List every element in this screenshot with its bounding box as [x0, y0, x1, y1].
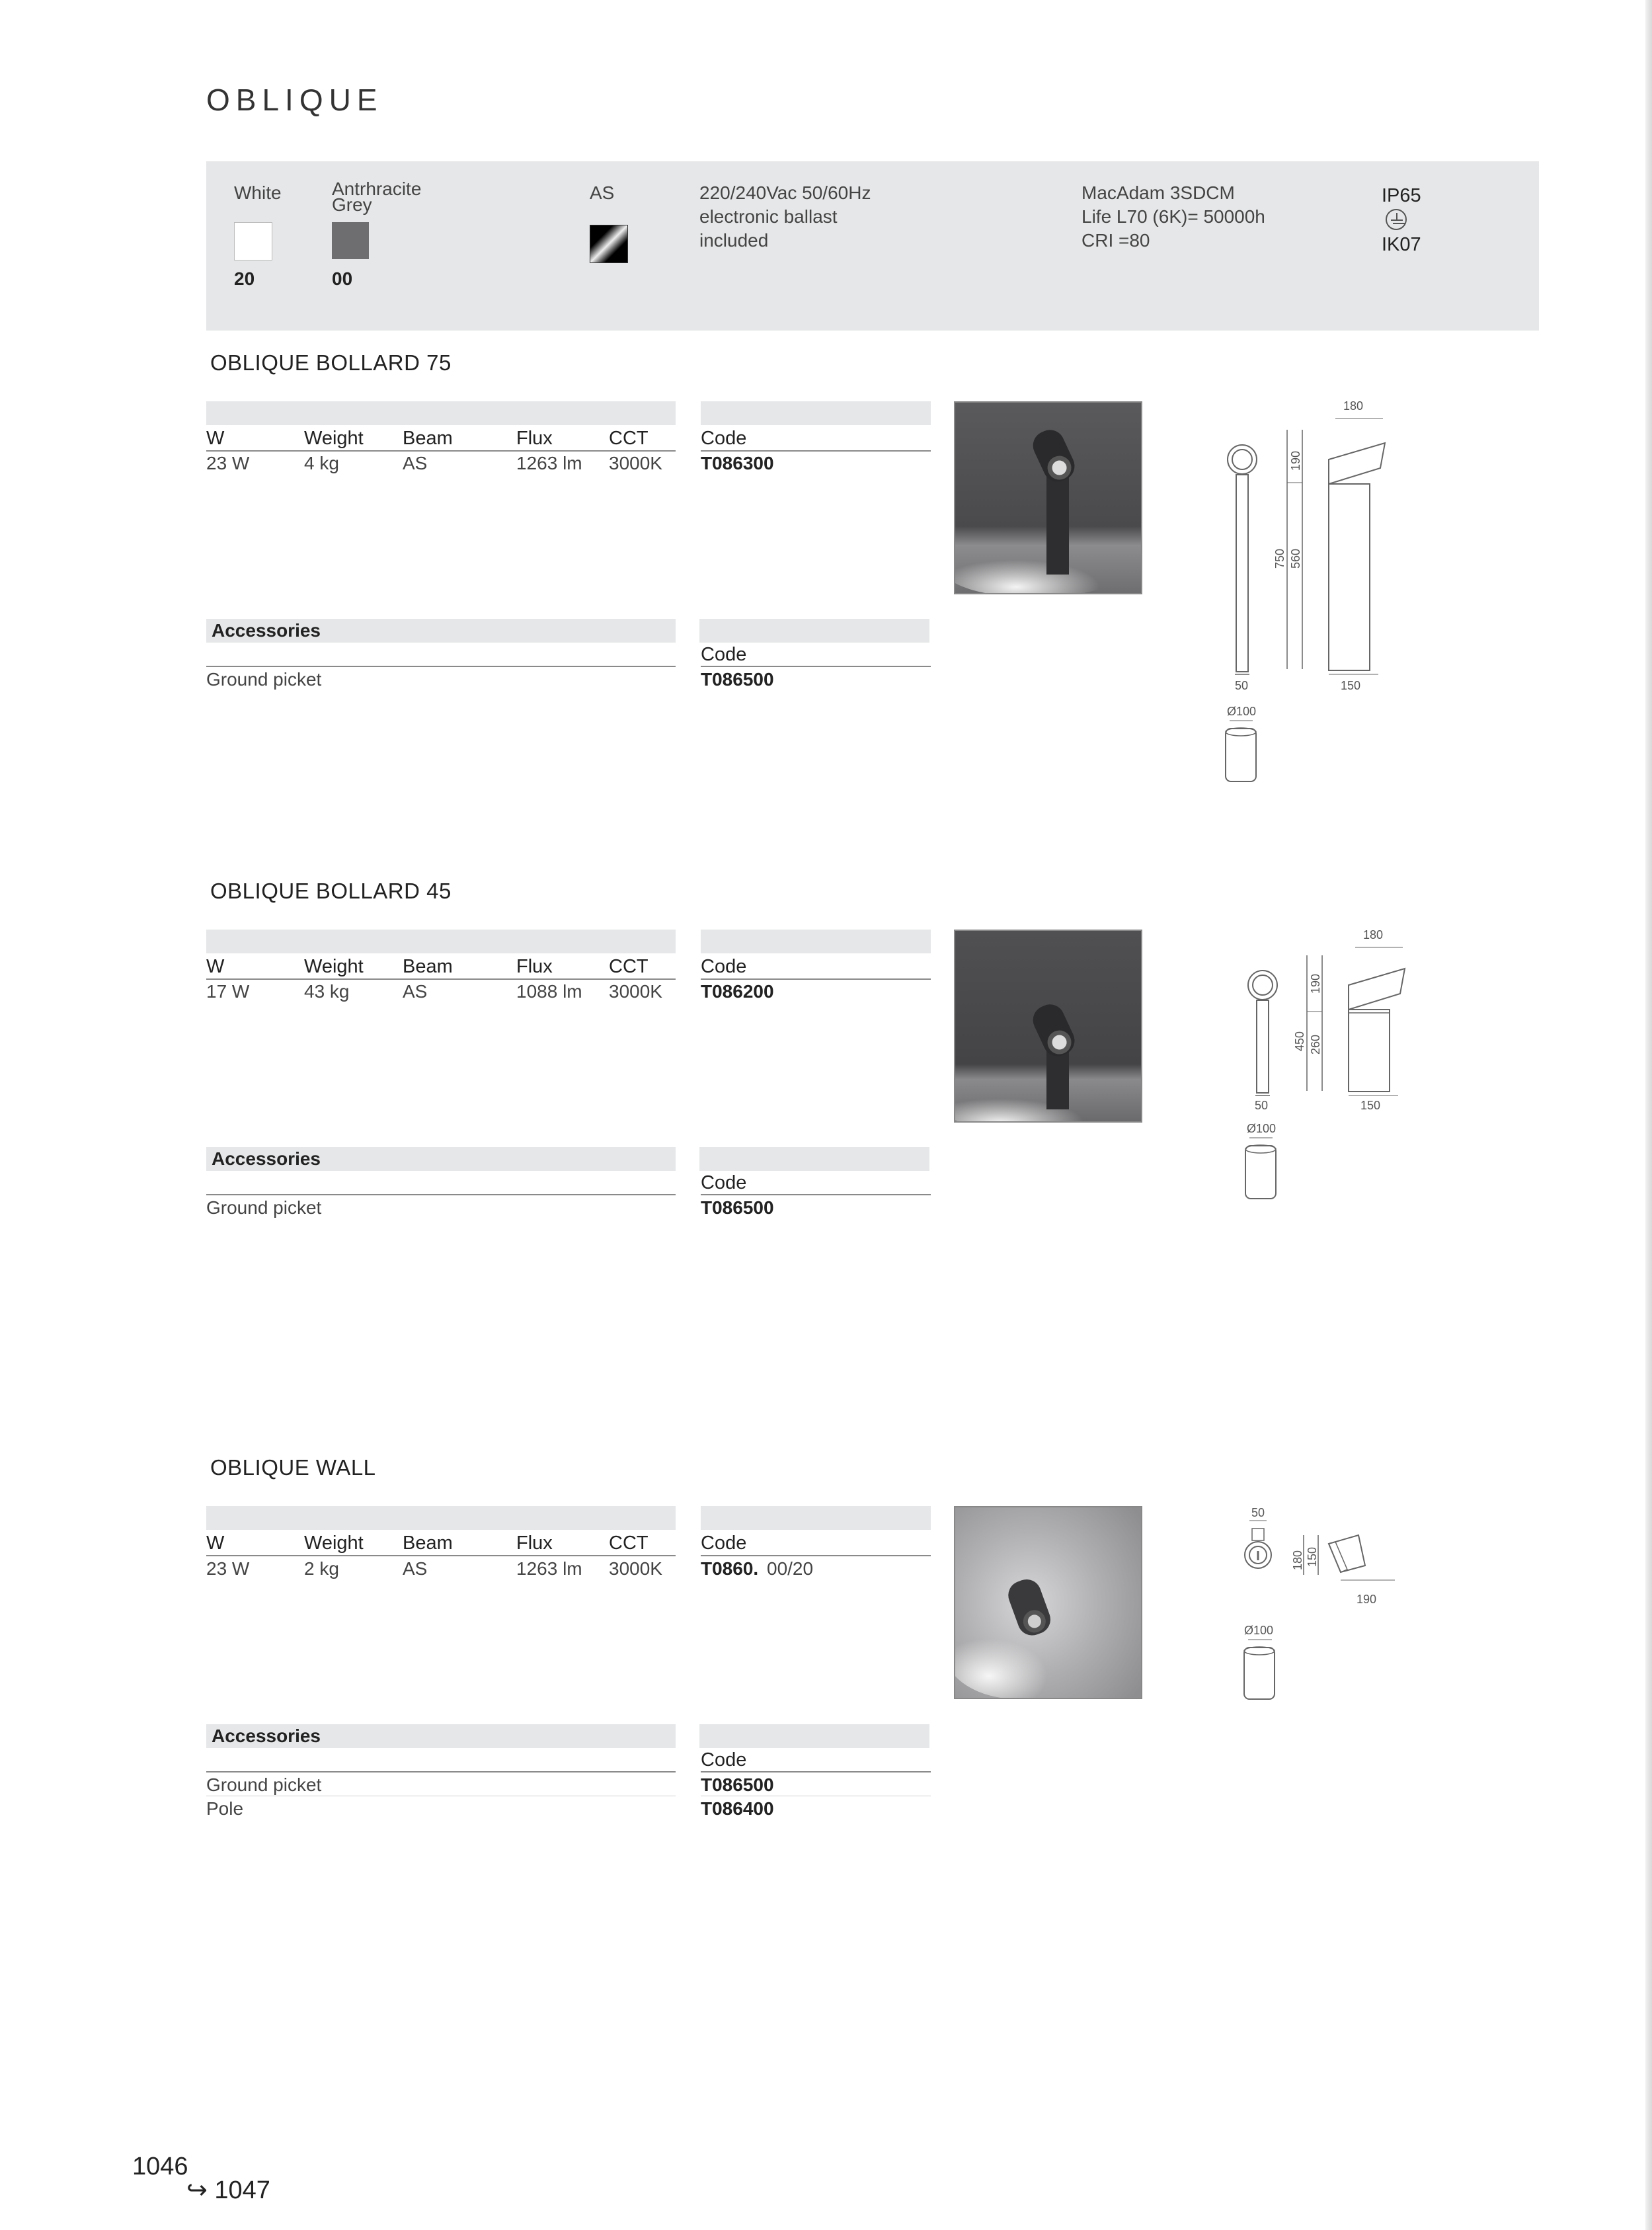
col-flux: Flux — [516, 1533, 553, 1554]
power-spec — [699, 181, 871, 253]
accessory-code: T086500 — [701, 669, 774, 690]
cell-code-suffix: 00/20 — [767, 1558, 814, 1579]
col-weight: Weight — [304, 956, 364, 977]
col-weight: Weight — [304, 1533, 364, 1554]
col-beam: Beam — [403, 428, 453, 449]
accessory-name: Ground picket — [206, 669, 322, 690]
product-title: OBLIQUE BOLLARD 45 — [210, 879, 452, 903]
col-code: Code — [701, 956, 747, 977]
product-title: OBLIQUE BOLLARD 75 — [210, 350, 452, 375]
finish-white-code: 20 — [234, 268, 255, 289]
cell-weight: 4 kg — [304, 453, 339, 473]
power-line: included — [699, 230, 769, 251]
page-edge — [1645, 0, 1652, 2230]
col-flux: Flux — [516, 428, 553, 449]
col-cct: CCT — [609, 428, 649, 449]
dim-h2: 150 — [1306, 1546, 1319, 1567]
dim-top: 180 — [1343, 399, 1364, 413]
white-swatch — [234, 222, 272, 260]
optic-label: AS — [590, 182, 615, 203]
dim-diameter: Ø100 — [1227, 705, 1257, 718]
dim-top: 180 — [1363, 928, 1384, 941]
code-header-bar — [701, 1506, 931, 1530]
ip-rating — [1382, 184, 1421, 208]
header-rule — [701, 978, 931, 980]
code-header-bar — [699, 1147, 929, 1171]
grey-swatch — [332, 222, 369, 259]
col-code: Code — [701, 1749, 747, 1771]
accessory-rule — [206, 1771, 676, 1772]
cell-beam: AS — [403, 453, 428, 473]
page-title: OBLIQUE — [206, 83, 383, 117]
col-w: W — [206, 428, 225, 449]
col-cct: CCT — [609, 956, 649, 977]
dim-total: 450 — [1293, 1031, 1306, 1051]
header-rule — [206, 978, 676, 980]
code-header-bar — [701, 930, 931, 953]
dimension-drawing-bollard-75 — [1210, 397, 1408, 793]
cell-code: T086300 — [701, 453, 774, 473]
col-beam: Beam — [403, 1533, 453, 1554]
dimension-drawing-wall — [1230, 1501, 1401, 1706]
cell-w: 23 W — [206, 453, 250, 473]
product-photo-bollard-75 — [954, 401, 1142, 594]
dim-mid: 260 — [1309, 1034, 1322, 1055]
cell-code: T086200 — [701, 981, 774, 1002]
accessory-rule — [206, 1194, 676, 1195]
cell-flux: 1263 lm — [516, 1558, 582, 1579]
ip-value: 65 — [1399, 185, 1421, 206]
cell-cct: 3000K — [609, 453, 662, 473]
dim-total: 750 — [1273, 548, 1286, 569]
product-photo-bollard-45 — [954, 930, 1142, 1123]
cell-beam: AS — [403, 981, 428, 1002]
table-header-bar — [206, 401, 676, 425]
accessories-title: Accessories — [212, 1148, 321, 1169]
ip-prefix: IP — [1382, 185, 1400, 206]
col-code: Code — [701, 644, 747, 665]
col-code: Code — [701, 428, 747, 449]
dim-h1: 180 — [1291, 1550, 1304, 1570]
finish-grey-label-line2: Grey — [332, 194, 372, 215]
ground-icon — [1386, 209, 1407, 230]
page-number-next: 1047 — [214, 2176, 270, 2204]
header-rule — [701, 1555, 931, 1556]
accessory-rule — [701, 1194, 931, 1195]
accessory-code: T086400 — [701, 1798, 774, 1819]
light-spec — [1082, 181, 1265, 253]
dimension-drawing-bollard-45 — [1230, 922, 1415, 1213]
accessory-rule — [206, 666, 676, 667]
accessory-name: Ground picket — [206, 1774, 322, 1795]
light-line: MacAdam 3SDCM — [1082, 182, 1235, 203]
dim-width: 50 — [1255, 1099, 1269, 1112]
accessory-rule — [701, 666, 931, 667]
accessory-name: Ground picket — [206, 1197, 322, 1218]
dim-width: 50 — [1235, 679, 1249, 692]
page-number-current: 1046 — [132, 2153, 188, 2180]
cell-w: 17 W — [206, 981, 250, 1002]
cell-flux: 1263 lm — [516, 453, 582, 473]
code-header-bar — [699, 1724, 929, 1748]
finish-grey-label-line1: Antrhracite — [332, 179, 422, 199]
accessories-title: Accessories — [212, 1726, 321, 1746]
power-line: electronic ballast — [699, 206, 838, 227]
arrow-icon: ↪ — [186, 2176, 208, 2204]
col-cct: CCT — [609, 1533, 649, 1554]
header-rule — [206, 1555, 676, 1556]
code-header-bar — [701, 401, 931, 425]
col-w: W — [206, 1533, 225, 1554]
cell-beam: AS — [403, 1558, 428, 1579]
dim-base: 150 — [1360, 1099, 1381, 1112]
dim-upper: 190 — [1289, 450, 1302, 471]
cell-cct: 3000K — [609, 981, 662, 1002]
dim-top: 50 — [1251, 1506, 1265, 1519]
dim-mid: 560 — [1289, 548, 1302, 569]
col-flux: Flux — [516, 956, 553, 977]
optic-as-swatch — [590, 225, 628, 263]
ik-prefix: IK — [1382, 234, 1400, 255]
cell-w: 23 W — [206, 1558, 250, 1579]
col-code: Code — [701, 1533, 747, 1554]
page-link[interactable] — [186, 2175, 270, 2205]
accessory-code: T086500 — [701, 1197, 774, 1218]
power-line: 220/240Vac 50/60Hz — [699, 182, 871, 203]
accessory-code: T086500 — [701, 1774, 774, 1795]
dim-upper: 190 — [1309, 973, 1322, 994]
accessory-rule — [701, 1771, 931, 1772]
header-rule — [206, 450, 676, 452]
col-beam: Beam — [403, 956, 453, 977]
product-title: OBLIQUE WALL — [210, 1455, 376, 1480]
cell-code: T0860. — [701, 1558, 759, 1579]
cell-weight: 43 kg — [304, 981, 350, 1002]
header-rule — [701, 450, 931, 452]
dim-base: 190 — [1357, 1593, 1377, 1606]
dim-diameter: Ø100 — [1244, 1624, 1274, 1637]
table-header-bar — [206, 930, 676, 953]
product-photo-wall — [954, 1506, 1142, 1699]
finish-grey-label — [332, 181, 421, 213]
table-header-bar — [206, 1506, 676, 1530]
ik-rating — [1382, 233, 1421, 257]
cell-weight: 2 kg — [304, 1558, 339, 1579]
dim-diameter: Ø100 — [1247, 1122, 1277, 1135]
cell-flux: 1088 lm — [516, 981, 582, 1002]
dim-base: 150 — [1341, 679, 1361, 692]
finish-white-label: White — [234, 182, 282, 203]
light-line: CRI =80 — [1082, 230, 1150, 251]
ik-value: 07 — [1399, 234, 1421, 255]
cell-cct: 3000K — [609, 1558, 662, 1579]
light-line: Life L70 (6K)= 50000h — [1082, 206, 1265, 227]
col-code: Code — [701, 1172, 747, 1193]
finish-grey-code: 00 — [332, 268, 353, 289]
col-w: W — [206, 956, 225, 977]
accessories-title: Accessories — [212, 620, 321, 641]
accessory-name: Pole — [206, 1798, 244, 1819]
code-header-bar — [699, 619, 929, 643]
spec-panel — [206, 161, 1539, 331]
col-weight: Weight — [304, 428, 364, 449]
